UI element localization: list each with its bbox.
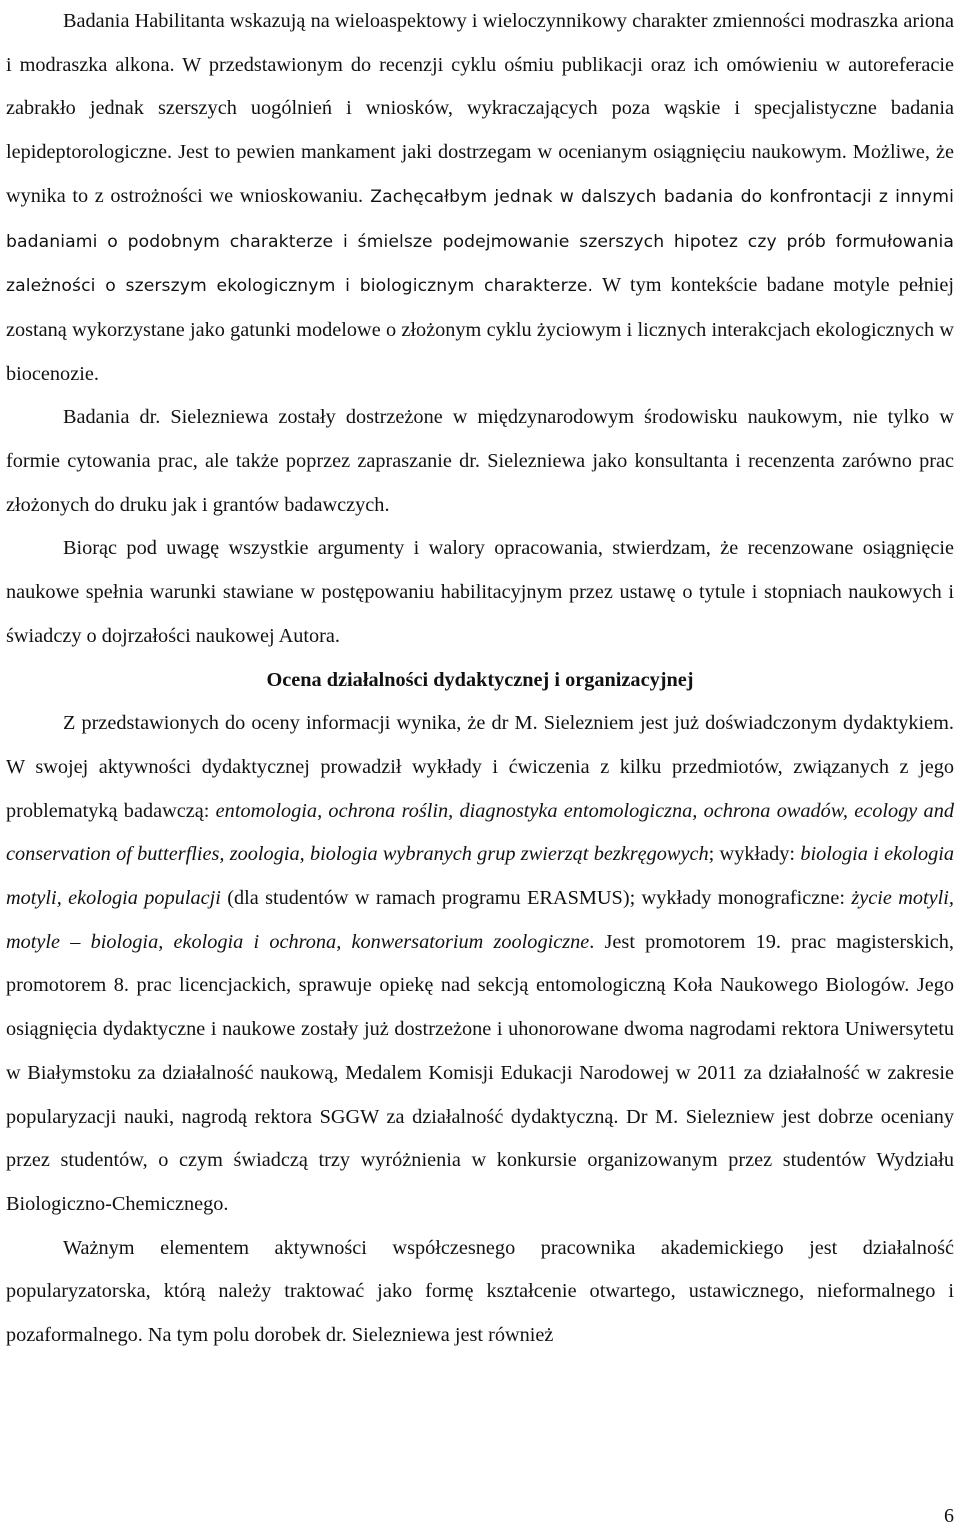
italic-lecture-list: biologia i ekologia motyli, ekologia populacji	[6, 843, 955, 910]
italic-course-list: entomologia, ochrona roślin, diagnostyka entomologiczna, ochrona owadów, ecology and conservation of butterflies, zoologia, biologia wybranych grup zwierząt bezkręgowych	[6, 799, 954, 866]
paragraph-habilitant-research	[6, 0, 954, 396]
document-page	[6, 0, 954, 1358]
text-span: (dla studentów w ramach programu ERASMUS); wykłady monograficzne:	[220, 887, 852, 910]
text-span: ; wykłady:	[708, 843, 801, 866]
italic-monograph-list: życie motyli, motyle – biologia, ekologia i ochrona, konwersatorium zoologiczne	[6, 887, 954, 953]
page-number: 6	[944, 1505, 954, 1527]
paragraph-international-recognition: Badania dr. Sielezniewa zostały dostrzeżone w międzynarodowym środowisku naukowym, nie tylko w formie cytowania prac, ale także poprzez zapraszanie dr. Sielezniewa jako konsultanta i recenzenta zarówno prac złożonych do druku jak i grantów badawczych.	[6, 406, 954, 516]
paragraph-popularization: Ważnym elementem aktywności współczesnego pracownika akademickiego jest działalność popularyzatorska, którą należy traktować jako formę kształcenie otwartego, ustawicznego, nieformalnego i pozaformalnego. Na tym polu dorobek dr. Sielezniewa jest również	[6, 1236, 954, 1347]
text-span: Z przedstawionych do oceny informacji wynika, że dr M. Sielezniem jest już doświadczonym dydaktykiem. W swojej aktywności dydaktycznej prowadził wykłady i ćwiczenia z kilku przedmiotów, związanych z jego problematyką badawczą:	[6, 712, 954, 822]
section-heading: Ocena działalności dydaktycznej i organizacyjnej	[266, 668, 694, 691]
text-span: Badania Habilitanta wskazują na wieloaspektowy i wieloczynnikowy charakter zmienności modraszka ariona i modraszka alkona. W przedstawionym do recenzji cyklu ośmiu publikacji oraz ich omówieniu w autoreferacie zabrakło jednak szerszych uogólnień i wniosków, wykraczających poza wąskie i specjalistyczne badania lepideptorologiczne. Jest to pewien mankament jaki dostrzegam w ocenianym osiągnięciu naukowym. Możliwe, że wynika to z ostrożności we wnioskowaniu.	[6, 10, 954, 207]
paragraph-conclusion: Biorąc pod uwagę wszystkie argumenty i walory opracowania, stwierdzam, że recenzowane osiągnięcie naukowe spełnia warunki stawiane w postępowaniu habilitacyjnym przez ustawę o tytule i stopniach naukowych i świadczy o dojrzałości naukowej Autora.	[6, 537, 954, 647]
paragraph-didactic-activity	[6, 702, 954, 1226]
text-span: W tym kontekście badane motyle pełniej zostaną wykorzystane jako gatunki modelowe o złożonym cyklu życiowym i licznych interakcjach ekologicznych w biocenozie.	[6, 274, 954, 385]
text-span-sans: Zachęcałbym jednak w dalszych badania do konfrontacji z innymi badaniami o podobnym charakterze i śmielsze podejmowanie szerszych hipotez czy prób formułowania zależności o szerszym ekologicznym i biologicznym charakterze.	[6, 186, 954, 297]
text-span: . Jest promotorem 19. prac magisterskich, promotorem 8. prac licencjackich, sprawuje opiekę nad sekcją entomologiczną Koła Naukowego Biologów. Jego osiągnięcia dydaktyczne i naukowe zostały już dostrzeżone i uhonorowane dwoma nagrodami rektora Uniwersytetu w Białymstoku za działalność naukową, Medalem Komisji Edukacji Narodowej w 2011 za działalność w zakresie popularyzacji nauki, nagrodą rektora SGGW za działalność dydaktyczną. Dr M. Sielezniew jest dobrze oceniany przez studentów, o czym świadczą trzy wyróżnienia w konkursie organizowanym przez studentów Wydziału Biologiczno-Chemicznego.	[6, 930, 954, 1215]
